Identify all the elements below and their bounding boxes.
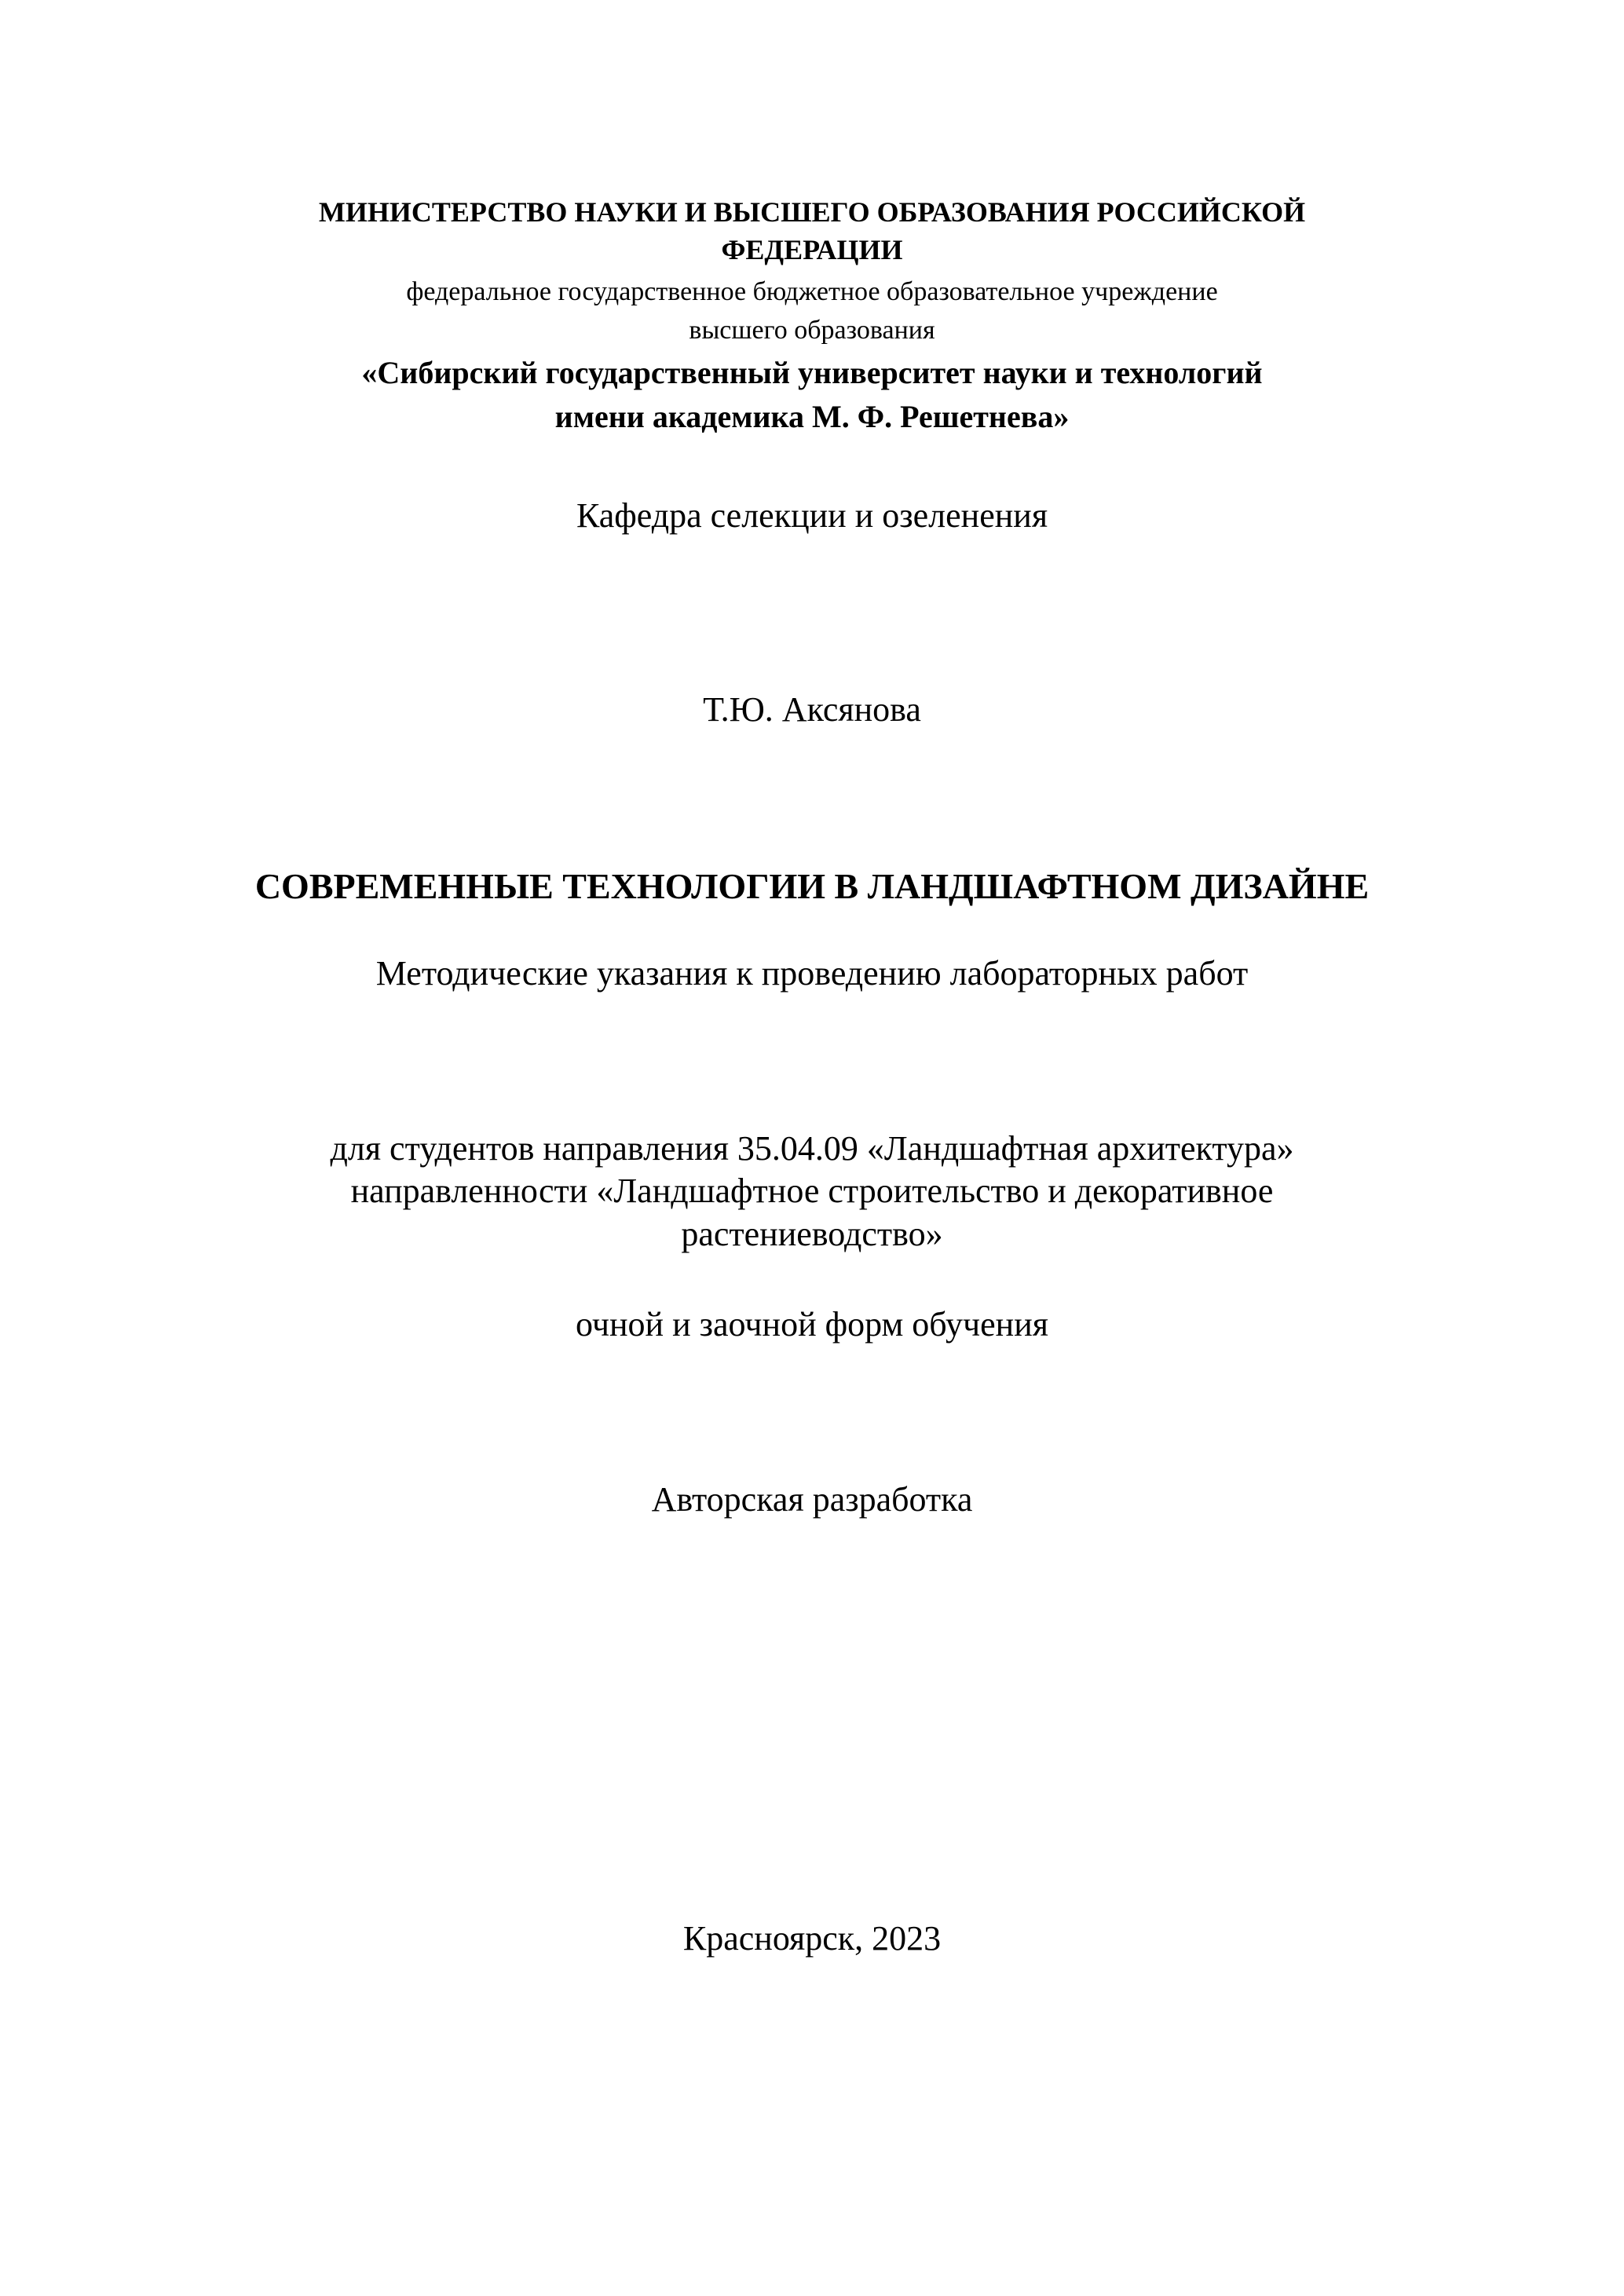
university-name-line-2: имени академика М. Ф. Решетнева» [554, 399, 1070, 434]
city-year: Красноярск, 2023 [682, 1919, 942, 1958]
audience-line-2: направленности «Ландшафтное строительство и декоративное [350, 1172, 1274, 1210]
university-name-line-1: «Сибирский государственный университет науки и технологий [361, 355, 1263, 390]
document-subtitle: Методические указания к проведению лабораторных работ [375, 954, 1249, 993]
ministry-line-2: ФЕДЕРАЦИИ [721, 234, 903, 265]
institution-type-line-1: федеральное государственное бюджетное образовательное учреждение [406, 277, 1218, 306]
author: Т.Ю. Аксянова [703, 690, 921, 729]
edition-note: Авторская разработка [651, 1480, 973, 1519]
audience-line-3: растениеводство» [681, 1215, 943, 1253]
institution-type-line-2: высшего образования [689, 316, 935, 345]
document-title: СОВРЕМЕННЫЕ ТЕХНОЛОГИИ В ЛАНДШАФТНОМ ДИЗАЙНЕ [254, 866, 1370, 906]
audience-line-1: для студентов направления 35.04.09 «Ландшафтная архитектура» [330, 1129, 1294, 1168]
study-forms: очной и заочной форм обучения [575, 1305, 1048, 1344]
ministry-line-1: МИНИСТЕРСТВО НАУКИ И ВЫСШЕГО ОБРАЗОВАНИЯ РОССИЙСКОЙ [318, 196, 1306, 228]
department: Кафедра селекции и озеленения [576, 496, 1048, 535]
